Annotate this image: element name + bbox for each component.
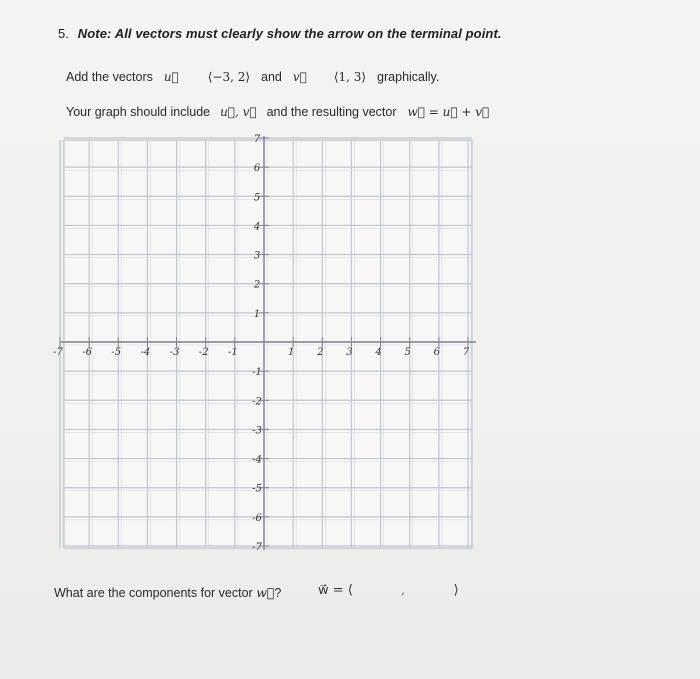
y-tick-label: 6: [253, 163, 261, 175]
instruction2-middle: and the resulting vector: [266, 105, 397, 119]
y-tick-label: -5: [252, 483, 262, 495]
x-tick-label: 7: [462, 347, 470, 358]
answer-label: w⃗ = ⟨: [318, 583, 353, 598]
answer-x-field[interactable]: [357, 584, 397, 598]
y-tick-label: 2: [253, 279, 261, 291]
x-tick-label: -7: [53, 347, 63, 358]
question-note: Note: All vectors must clearly show the arrow on the terminal point.: [77, 26, 502, 41]
y-tick-label: -2: [252, 396, 262, 408]
y-tick-label: 4: [253, 221, 261, 233]
y-tick-label: 3: [253, 250, 261, 262]
x-tick-label: 1: [287, 347, 295, 358]
x-tick-label: -4: [140, 347, 151, 358]
components-question-vector: w⃗: [256, 585, 275, 600]
vector-v-symbol: v⃗: [292, 70, 307, 84]
x-tick-label: 6: [433, 347, 441, 358]
y-tick-label: 5: [253, 192, 261, 204]
x-tick-label: -2: [198, 347, 209, 358]
x-tick-label: -3: [169, 347, 180, 358]
question-number: 5.: [58, 26, 70, 41]
x-tick-label: 2: [317, 347, 324, 358]
instruction1-and: and: [261, 70, 282, 84]
instruction2-vectors: u⃗, v⃗: [220, 105, 257, 119]
y-tick-label: 1: [253, 308, 261, 320]
resultant-equation: w⃗ = u⃗ + v⃗: [407, 105, 490, 119]
vector-v-value: ⟨1, 3⟩: [333, 70, 367, 84]
y-tick-label: -1: [252, 367, 262, 379]
y-tick-label: -7: [252, 542, 262, 553]
x-tick-label: 5: [404, 347, 411, 358]
x-tick-label: -6: [82, 347, 93, 358]
components-question: [54, 585, 281, 600]
answer-separator: ,: [401, 583, 406, 598]
instruction1-prefix: Add the vectors: [66, 70, 153, 84]
instruction1-suffix: graphically.: [377, 70, 440, 84]
components-question-mark: ?: [274, 586, 282, 600]
x-tick-label: -5: [111, 347, 122, 358]
components-question-text: What are the components for vector: [54, 586, 253, 600]
y-tick-label: -3: [252, 425, 262, 437]
x-tick-label: -1: [227, 347, 238, 358]
x-tick-label: 3: [346, 347, 353, 358]
answer-y-field[interactable]: [409, 584, 449, 598]
answer-row: [318, 583, 459, 598]
grid-background: [64, 140, 472, 548]
instruction2-prefix: Your graph should include: [66, 105, 211, 119]
x-tick-label: 4: [375, 347, 382, 358]
y-tick-label: 7: [253, 134, 261, 145]
answer-close: ⟩: [453, 583, 459, 598]
vector-u-symbol: u⃗: [163, 70, 179, 84]
y-tick-label: -6: [252, 512, 262, 524]
vector-u-value: ⟨−3, 2⟩: [207, 70, 251, 84]
y-tick-label: -4: [252, 454, 262, 466]
